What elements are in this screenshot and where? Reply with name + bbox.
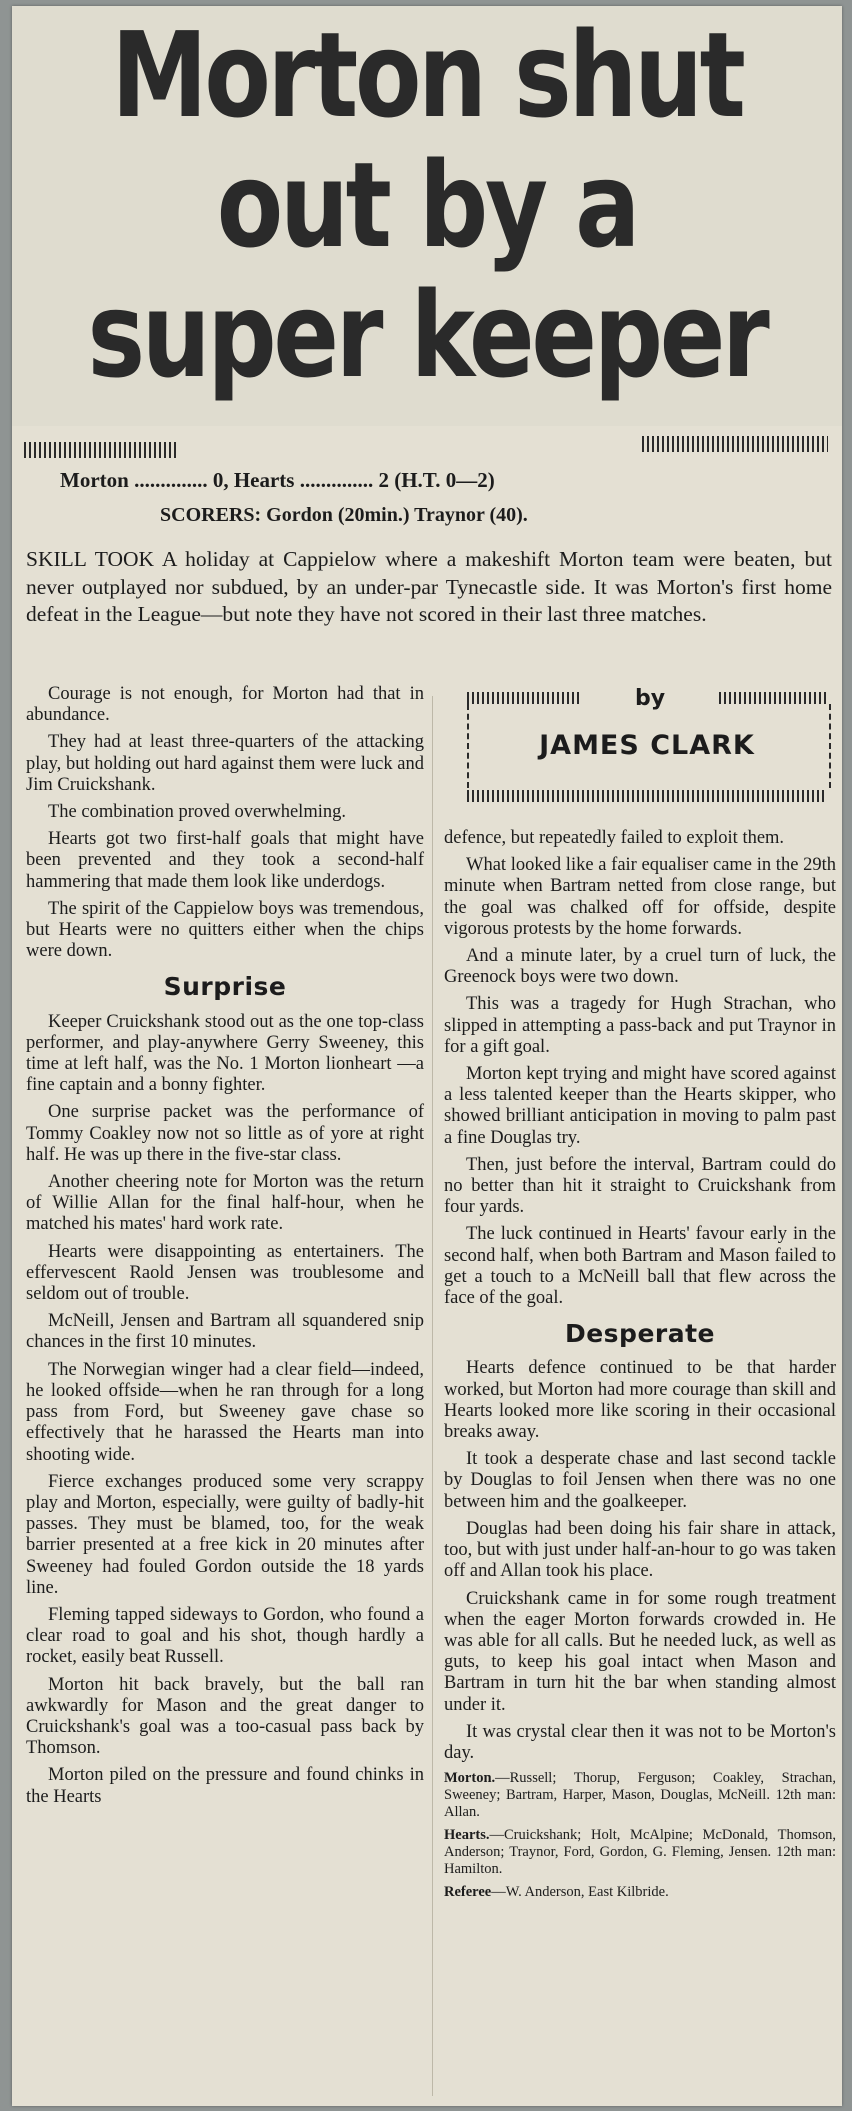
scoreline: Morton .............. 0, Hearts .............. 2 (H.T. 0—2)	[60, 468, 495, 492]
paragraph: Morton kept trying and might have scored against a less talented keeper than the Hearts skipper, who showed brilliant anticipation in moving to palm past a fine Douglas try.	[444, 1064, 836, 1148]
paragraph: Fierce exchanges produced some very scrappy play and Morton, especially, were guilty of badly-hit passes. They must be blamed, too, for the weak barrier presented at a free kick in 20 minutes after Sweeney had fouled Gordon outside the 18 yards line.	[26, 1471, 424, 1598]
paragraph: The Norwegian winger had a clear field—indeed, he looked offside—when he ran through for a long pass from Ford, but Sweeney gave chase so effectively that he harassed the Hearts man into shooting wide.	[26, 1359, 424, 1465]
paragraph: And a minute later, by a cruel turn of luck, the Greenock boys were two down.	[444, 946, 836, 988]
teams-hearts	[444, 1827, 836, 1878]
paragraph: Keeper Cruickshank stood out as the one top-class performer, and play-anywhere Gerry Sweeney, this time at left half, was the No. 1 Morton lionheart —a fine captain and a bonny fighter.	[26, 1011, 424, 1096]
paragraph: Morton hit back bravely, but the ball ran awkwardly for Mason and the great danger to Cruickshank's goal was a too-casual pass back by Thomson.	[26, 1674, 424, 1759]
paragraph: What looked like a fair equaliser came in the 29th minute when Bartram netted from close range, but the goal was chalked off for offside, despite vigorous protests by the home forwards.	[444, 855, 836, 939]
referee-label: Referee	[444, 1884, 492, 1901]
teams-morton	[444, 1770, 836, 1821]
paragraph: Then, just before the interval, Bartram could do no better than hit it straight to Cruickshank from four yards.	[444, 1154, 836, 1218]
referee-name: —W. Anderson, East Kilbride.	[491, 1884, 669, 1901]
headline-line-1: Morton shut	[111, 6, 743, 144]
byline-box	[467, 686, 827, 806]
rule-hatch-left	[24, 442, 179, 458]
paragraph: One surprise packet was the performance of Tommy Coakley now not so little as of yore at right half. He was up there in the five-star class.	[26, 1102, 424, 1165]
paragraph: It was crystal clear then it was not to be Morton's day.	[444, 1721, 836, 1763]
paragraph: Morton piled on the pressure and found chinks in the Hearts	[26, 1765, 424, 1807]
right-column	[444, 828, 836, 1907]
paragraph: Hearts were disappointing as entertainers. The effervescent Raold Jensen was troublesome and seldom out of trouble.	[26, 1241, 424, 1305]
column-divider	[432, 696, 433, 2096]
paragraph: Fleming tapped sideways to Gordon, who found a clear road to goal and his shot, though hardly a rocket, easily beat Russell.	[26, 1604, 424, 1668]
byline-author: JAMES CLARK	[539, 730, 755, 761]
teams-morton-lineup: —Russell; Thorup, Ferguson; Coakley, Strachan, Sweeney; Bartram, Harper, Mason, Douglas, McNeill. 12th man: Allan.	[444, 1770, 836, 1821]
newspaper-clipping	[12, 6, 842, 2106]
paragraph: Hearts defence continued to be that harder worked, but Morton had more courage than skill and Hearts looked more like scoring in their occasional breaks away.	[444, 1358, 836, 1443]
intro-paragraph: SKILL TOOK A holiday at Cappielow where a makeshift Morton team were beaten, but never outplayed nor subdued, by an under-par Tynecastle side. It was Morton's first home defeat in the League—but note they have not scored in their last three matches.	[26, 547, 832, 626]
subhead-surprise: Surprise	[163, 972, 287, 1002]
byline-by: by	[585, 686, 715, 711]
headline-line-3: super keeper	[87, 266, 767, 404]
referee	[444, 1884, 836, 1901]
paragraph: The spirit of the Cappielow boys was tremendous, but Hearts were no quitters either when the chips were down.	[26, 898, 424, 962]
subhead-desperate: Desperate	[564, 1319, 716, 1349]
headline	[12, 6, 842, 426]
paragraph: Courage is not enough, for Morton had that in abundance.	[26, 684, 424, 726]
scorers: SCORERS: Gordon (20min.) Traynor (40).	[160, 504, 528, 526]
paragraph: The combination proved overwhelming.	[48, 802, 346, 823]
byline-hatch-top-left	[467, 692, 579, 704]
paragraph: Douglas had been doing his fair share in attack, too, but with just under half-an-hour to go was taken off and Allan took his place.	[444, 1518, 836, 1582]
paragraph: This was a tragedy for Hugh Strachan, who slipped in attempting a pass-back and put Traynor in for a gift goal.	[444, 994, 836, 1057]
paragraph: defence, but repeatedly failed to exploit them.	[444, 828, 785, 848]
byline-hatch-top-right	[719, 692, 827, 704]
paragraph: Another cheering note for Morton was the return of Willie Allan for the final half-hour, when he matched his mates' hard work rate.	[26, 1172, 424, 1235]
paragraph: Hearts got two first-half goals that might have been prevented and they took a second-half hammering that made them look like underdogs.	[26, 829, 424, 892]
teams-morton-label: Morton.	[444, 1770, 496, 1787]
teams-hearts-lineup: —Cruickshank; Holt, McAlpine; McDonald, Thomson, Anderson; Traynor, Ford, Gordon, G. Fleming, Jensen. 12th man: Hamilton.	[444, 1827, 836, 1878]
teams-hearts-label: Hearts.	[444, 1827, 490, 1844]
byline-hatch-bottom	[467, 790, 827, 802]
left-column	[26, 684, 424, 1814]
paragraph: McNeill, Jensen and Bartram all squandered snip chances in the first 10 minutes.	[26, 1311, 424, 1353]
headline-line-2: out by a	[216, 136, 638, 274]
paragraph: They had at least three-quarters of the attacking play, but holding out hard against them were luck and Jim Cruickshank.	[26, 732, 424, 795]
paragraph: Cruickshank came in for some rough treatment when the eager Morton forwards crowded in. He was able for all calls. But he needed luck, as well as guts, to keep his goal intact when Mason and Bartram in turn hit the bar when standing almost under it.	[444, 1588, 836, 1715]
rule-hatch-right	[642, 436, 828, 452]
paragraph: It took a desperate chase and last second tackle by Douglas to foil Jensen when there was no one between him and the goalkeeper.	[444, 1449, 836, 1512]
paragraph: The luck continued in Hearts' favour early in the second half, when both Bartram and Mason failed to get a touch to a McNeill ball that flew across the face of the goal.	[444, 1224, 836, 1309]
